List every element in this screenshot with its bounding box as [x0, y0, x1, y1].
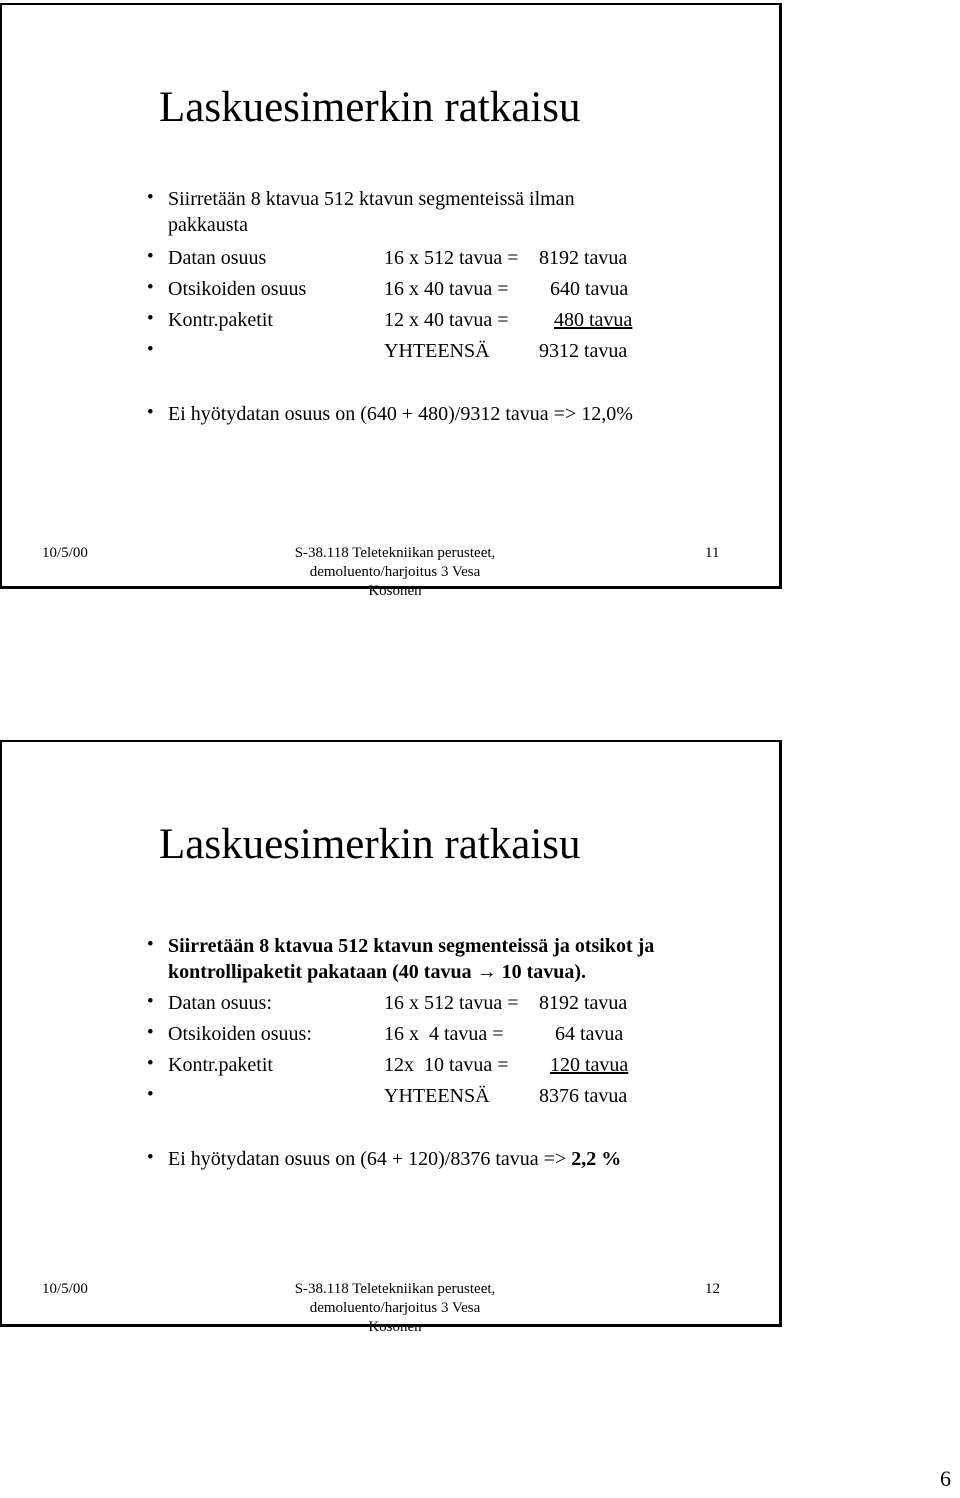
- bullet-icon: •: [147, 991, 154, 1012]
- bullet-icon: •: [147, 402, 154, 423]
- calc-row: [147, 245, 747, 273]
- bullet-icon: •: [147, 187, 154, 208]
- bullet-text: kontrollipaketit pakataan (40 tavua: [168, 961, 472, 983]
- bullet-text: Siirretään 8 ktavua 512 ktavun segmenteissä ja otsikot ja: [168, 935, 655, 957]
- bullet-line: [147, 401, 747, 429]
- total-result: 9312 tavua: [539, 340, 628, 362]
- calc-row: [147, 307, 747, 335]
- calc-result: 8192 tavua: [539, 992, 628, 1014]
- page-number: 6: [940, 1466, 951, 1491]
- slide-title: Laskuesimerkin ratkaisu: [159, 821, 581, 868]
- total-label: YHTEENSÄ: [384, 1085, 490, 1107]
- conclusion-text: Ei hyötydatan osuus on (640 + 480)/9312 tavua => 12,0%: [168, 403, 633, 425]
- bullet-text-group: [168, 959, 586, 985]
- total-label: YHTEENSÄ: [384, 340, 490, 362]
- calc-expression: 12 x 40 tavua =: [384, 309, 509, 331]
- slide-number: 12: [705, 1281, 720, 1297]
- slide-11: [0, 3, 782, 599]
- arrow-right-icon: →: [476, 961, 497, 983]
- calc-expression: 12x 10 tavua =: [384, 1054, 509, 1076]
- bullet-icon: •: [147, 277, 154, 298]
- bullet-line: [147, 186, 747, 214]
- bullet-line: [147, 1146, 747, 1174]
- calc-result: 640 tavua: [550, 278, 629, 300]
- calc-result: 8192 tavua: [539, 247, 628, 269]
- calc-row-total: [147, 1083, 747, 1111]
- calc-label: Otsikoiden osuus:: [168, 1023, 312, 1045]
- calc-row-total: [147, 338, 747, 366]
- conclusion-text: Ei hyötydatan osuus on (64 + 120)/8376 tavua =>: [168, 1148, 572, 1170]
- footer-date: 10/5/00: [42, 1281, 88, 1297]
- calc-result: 480 tavua: [554, 309, 633, 331]
- bullet-icon: •: [147, 308, 154, 329]
- bullet-line: [147, 933, 747, 961]
- slide-number: 11: [705, 545, 720, 561]
- slide-title: Laskuesimerkin ratkaisu: [159, 84, 581, 131]
- bullet-text: pakkausta: [168, 214, 248, 236]
- calc-row: [147, 1052, 747, 1080]
- calc-label: Datan osuus:: [168, 992, 272, 1014]
- bullet-icon: •: [147, 1022, 154, 1043]
- bullet-continuation: [147, 212, 747, 240]
- calc-row: [147, 276, 747, 304]
- calc-result: 120 tavua: [550, 1054, 629, 1076]
- bullet-text: Siirretään 8 ktavua 512 ktavun segmenteissä ilman: [168, 188, 575, 210]
- bullet-icon: •: [147, 1084, 154, 1105]
- bullet-icon: •: [147, 339, 154, 360]
- calc-label: Kontr.paketit: [168, 1054, 273, 1076]
- calc-result: 64 tavua: [555, 1023, 624, 1045]
- calc-expression: 16 x 40 tavua =: [384, 278, 509, 300]
- calc-label: Kontr.paketit: [168, 309, 273, 331]
- calc-expression: 16 x 512 tavua =: [384, 247, 519, 269]
- calc-expression: 16 x 512 tavua =: [384, 992, 519, 1014]
- calc-expression: 16 x 4 tavua =: [384, 1023, 504, 1045]
- footer-course: S-38.118 Teletekniikan perusteet, demoluento/harjoitus 3 Vesa Kosonen: [294, 1281, 496, 1335]
- slide-12: [0, 740, 782, 1335]
- bullet-icon: •: [147, 1053, 154, 1074]
- footer-course: S-38.118 Teletekniikan perusteet, demoluento/harjoitus 3 Vesa Kosonen: [294, 545, 496, 599]
- bullet-text-after: 10 tavua).: [501, 961, 587, 983]
- total-result: 8376 tavua: [539, 1085, 628, 1107]
- calc-label: Datan osuus: [168, 247, 267, 269]
- conclusion-result: 2,2 %: [571, 1148, 622, 1170]
- calc-row: [147, 1021, 747, 1049]
- bullet-icon: •: [147, 934, 154, 955]
- footer-date: 10/5/00: [42, 545, 88, 561]
- conclusion-group: [168, 1146, 621, 1172]
- bullet-icon: •: [147, 1147, 154, 1168]
- bullet-continuation: [147, 959, 747, 987]
- calc-row: [147, 990, 747, 1018]
- bullet-icon: •: [147, 246, 154, 267]
- calc-label: Otsikoiden osuus: [168, 278, 307, 300]
